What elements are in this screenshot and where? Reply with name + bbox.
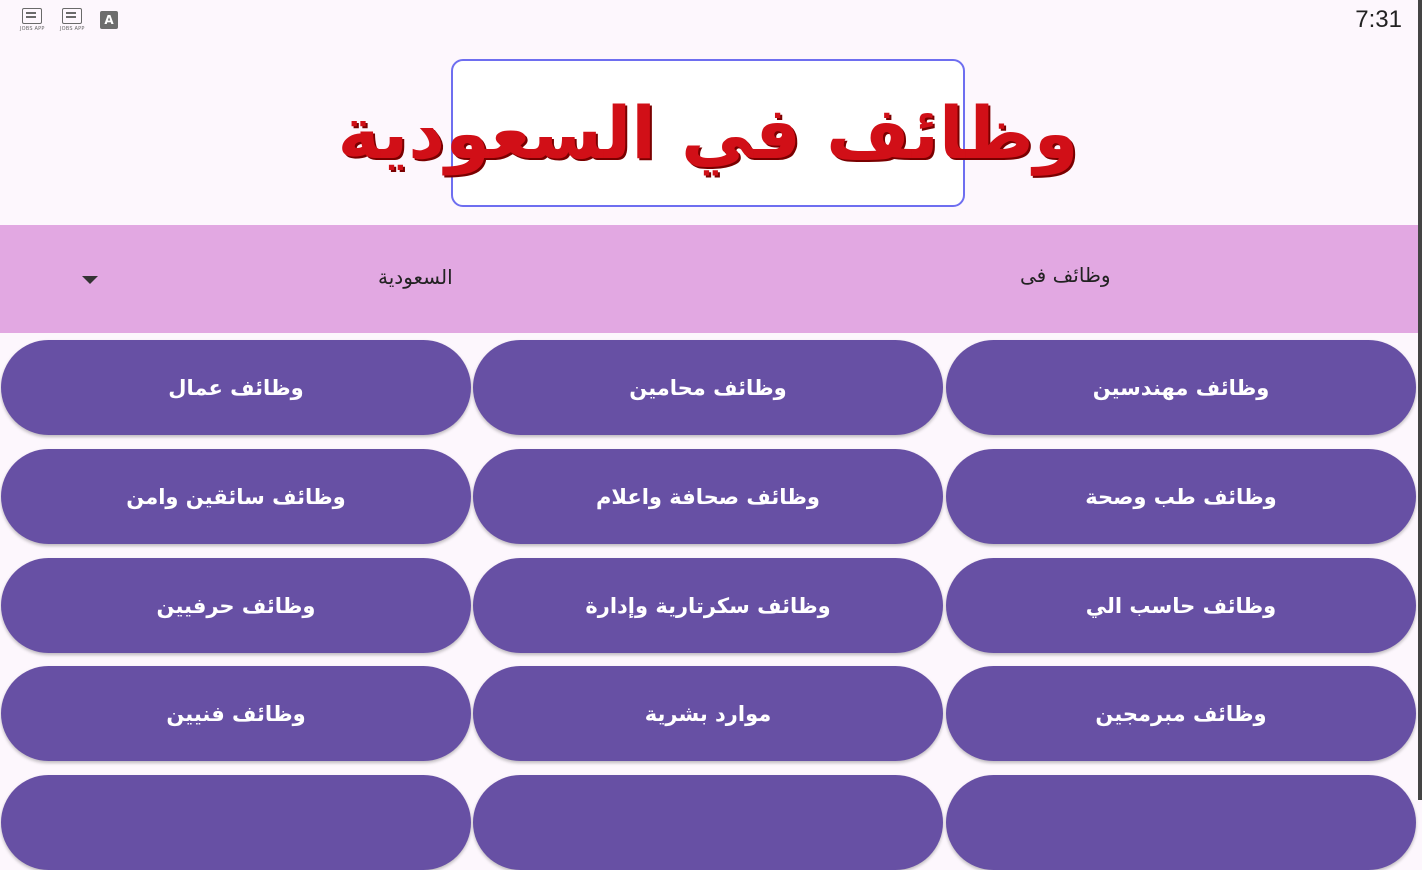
category-button-programmers[interactable]: وظائف مبرمجين [946, 666, 1416, 761]
category-button-technicians[interactable]: وظائف فنيين [1, 666, 471, 761]
category-button-partial[interactable] [473, 775, 943, 870]
jobs-app-notification-icon [60, 8, 85, 32]
category-button-engineers[interactable]: وظائف مهندسين [946, 340, 1416, 435]
category-button-partial[interactable] [1, 775, 471, 870]
category-button-lawyers[interactable]: وظائف محامين [473, 340, 943, 435]
jobs-app-notification-icon [20, 8, 45, 32]
jobs-in-label: وظائف فى [1020, 263, 1111, 287]
category-button-journalism-media[interactable]: وظائف صحافة واعلام [473, 449, 943, 544]
window-edge [1418, 0, 1422, 800]
category-button-drivers-security[interactable]: وظائف سائقين وامن [1, 449, 471, 544]
logo-title: وظائف في السعودية [337, 91, 1079, 175]
notification-caption: JOBS APP [20, 26, 45, 32]
app-logo [337, 59, 1079, 207]
category-button-partial[interactable] [946, 775, 1416, 870]
category-button-human-resources[interactable]: موارد بشرية [473, 666, 943, 761]
notification-caption: JOBS APP [60, 26, 85, 32]
status-clock: 7:31 [1355, 6, 1402, 33]
category-button-craftsmen[interactable]: وظائف حرفيين [1, 558, 471, 653]
category-button-medicine-health[interactable]: وظائف طب وصحة [946, 449, 1416, 544]
dropdown-arrow-icon[interactable] [82, 276, 98, 284]
category-button-secretarial-admin[interactable]: وظائف سكرتارية وإدارة [473, 558, 943, 653]
category-button-workers[interactable]: وظائف عمال [1, 340, 471, 435]
a-icon: A [100, 11, 118, 29]
filter-bar [0, 225, 1418, 333]
category-button-computer[interactable]: وظائف حاسب الي [946, 558, 1416, 653]
country-dropdown-value[interactable]: السعودية [378, 265, 453, 289]
status-bar [0, 0, 1422, 44]
